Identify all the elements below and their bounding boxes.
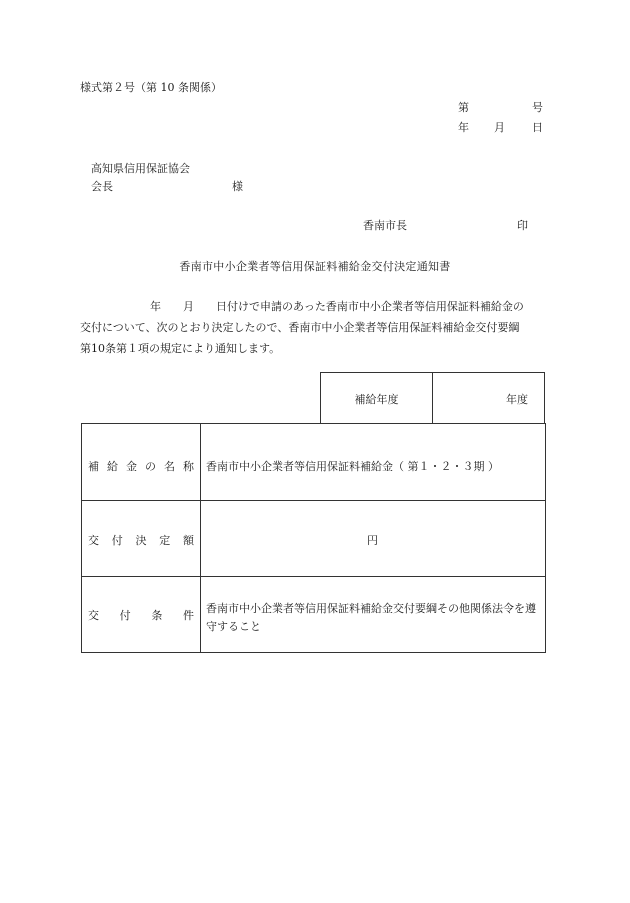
- addressee-honorific: 様: [232, 180, 243, 193]
- table-row-divider: [82, 500, 545, 501]
- table-row-divider: [82, 576, 545, 577]
- label-char: 交: [88, 609, 99, 622]
- label-char: 定: [159, 534, 171, 547]
- fiscal-year-box: [320, 372, 545, 423]
- sender-name: 香南市長: [363, 219, 407, 232]
- label-char: 条: [151, 609, 163, 622]
- fiscal-year-divider: [432, 373, 433, 423]
- fiscal-year-value: 年度: [506, 393, 528, 406]
- number-suffix: 号: [532, 101, 543, 114]
- label-char: 補: [88, 460, 99, 473]
- label-char: 決: [135, 534, 147, 547]
- row-label-grant-conditions: [82, 607, 200, 623]
- label-char: 交: [88, 534, 99, 547]
- label-char: 付: [111, 534, 123, 547]
- fiscal-year-label: 補給年度: [354, 393, 399, 406]
- date-month: 月: [494, 121, 505, 134]
- grant-conditions-value: 香南市中小企業者等信用保証料補給金交付要綱その他関係法令を遵守すること: [206, 602, 536, 633]
- row-label-decision-amount: [82, 532, 200, 548]
- label-char: 金: [126, 460, 137, 473]
- label-char: 名: [164, 460, 175, 473]
- row-label-grant-name: [82, 458, 200, 474]
- date-day: 日: [532, 121, 543, 134]
- addressee-organization: 高知県信用保証協会: [91, 162, 190, 175]
- addressee-title: 会長: [91, 180, 113, 193]
- grant-decision-table: [81, 423, 546, 653]
- form-number: 様式第２号（第 10 条関係）: [80, 81, 222, 94]
- label-char: 給: [107, 460, 118, 473]
- body-line-2: 交付について、次のとおり決定したので、香南市中小企業者等信用保証料補給金交付要綱: [80, 321, 520, 334]
- body-line-3: 第10条第１項の規定により通知します。: [80, 342, 281, 355]
- seal-mark: 印: [517, 219, 528, 232]
- label-char: の: [145, 460, 156, 473]
- label-char: 件: [182, 609, 194, 622]
- decision-amount-value: 円: [367, 534, 378, 547]
- label-char: 額: [183, 534, 194, 547]
- date-year: 年: [458, 121, 469, 134]
- number-prefix: 第: [458, 101, 469, 114]
- label-char: 称: [183, 460, 194, 473]
- document-title: 香南市中小企業者等信用保証料補給金交付決定通知書: [179, 260, 451, 273]
- body-line-1: 年 月 日付けで申請のあった香南市中小企業者等信用保証料補給金の: [150, 300, 524, 313]
- grant-name-value: 香南市中小企業者等信用保証料補給金（ 第１・２・３期 ）: [206, 460, 499, 473]
- label-char: 付: [119, 609, 131, 622]
- body-text: [80, 296, 550, 359]
